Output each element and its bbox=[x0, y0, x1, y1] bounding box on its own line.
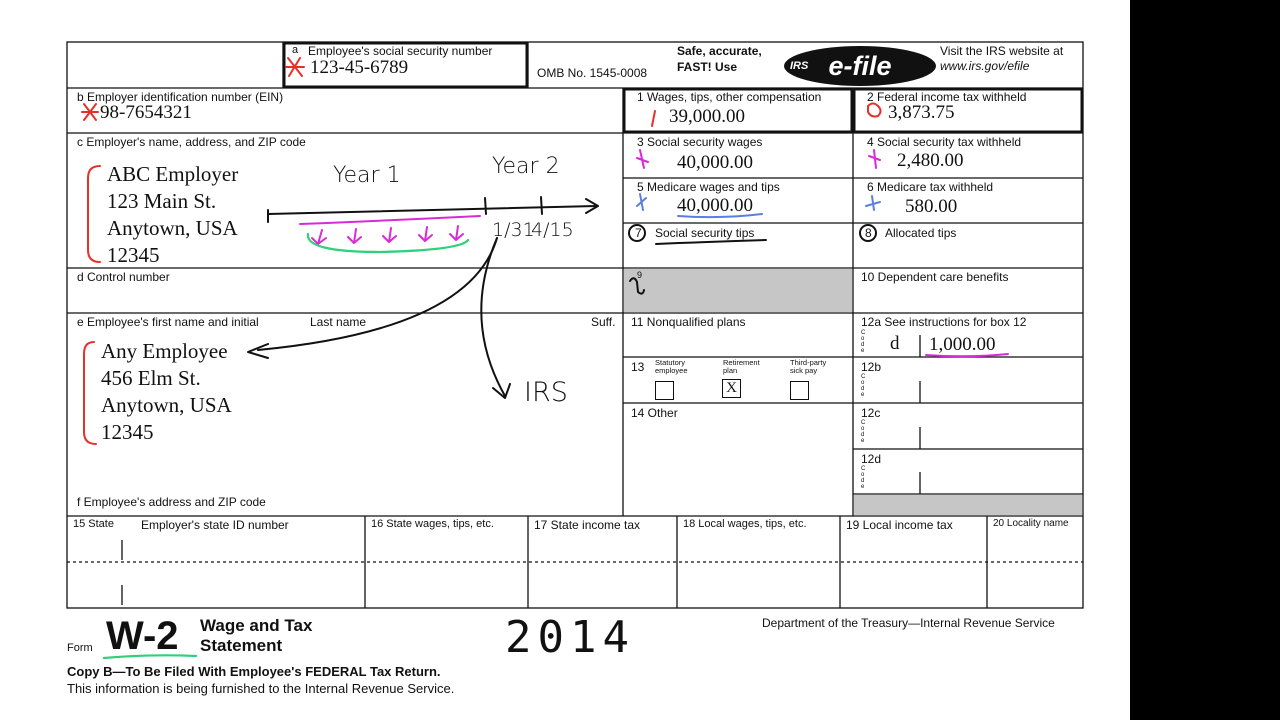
box-a-letter: a bbox=[292, 44, 299, 56]
box-12a-value: 1,000.00 bbox=[929, 334, 996, 355]
efile-logo-text: e-file bbox=[828, 51, 892, 81]
box-13-statutory-label: Statutory employee bbox=[655, 358, 688, 375]
ein-value: 98-7654321 bbox=[100, 102, 192, 123]
form-w2-title: W-2 bbox=[106, 614, 179, 658]
box-12d-label: 12d bbox=[861, 452, 882, 466]
safe-accurate-text: Safe, accurate, bbox=[677, 44, 762, 58]
employer-zip: 12345 bbox=[107, 243, 160, 267]
annotation-date-jan31: 1/31 bbox=[492, 219, 535, 241]
black-pen-marks bbox=[248, 197, 876, 398]
ssn-value: 123-45-6789 bbox=[310, 57, 409, 78]
box-9-label: 9 bbox=[637, 270, 643, 280]
fast-use-text: FAST! Use bbox=[677, 60, 738, 74]
box-3-label: 3 Social security wages bbox=[637, 135, 763, 149]
annotation-year-1: Year 1 bbox=[333, 163, 401, 188]
annotation-irs: IRS bbox=[524, 377, 568, 408]
video-side-bar bbox=[1130, 0, 1280, 720]
retirement-plan-checkbox[interactable]: X bbox=[722, 379, 741, 398]
box-14-label: 14 Other bbox=[631, 406, 678, 420]
box-13-label: 13 bbox=[631, 360, 645, 374]
employer-city: Anytown, USA bbox=[107, 216, 238, 240]
box-8-number: 8 bbox=[865, 226, 872, 240]
box-8-label: Allocated tips bbox=[885, 226, 957, 240]
omb-number: OMB No. 1545-0008 bbox=[537, 66, 648, 80]
box-12d-code-letters: C o d e bbox=[861, 466, 866, 490]
box-10-label: 10 Dependent care benefits bbox=[861, 270, 1009, 284]
employee-city: Anytown, USA bbox=[101, 393, 232, 417]
box-12b-label: 12b bbox=[861, 360, 882, 374]
annotation-year-2: Year 2 bbox=[492, 154, 560, 179]
box-12a-code: d bbox=[890, 333, 900, 354]
box-d-label: d Control number bbox=[77, 270, 170, 284]
box-c-label: c Employer's name, address, and ZIP code bbox=[77, 135, 306, 149]
red-marks bbox=[82, 58, 881, 444]
box-f-label: f Employee's address and ZIP code bbox=[77, 495, 266, 509]
box-5-value: 40,000.00 bbox=[677, 195, 753, 216]
wage-tax-line1: Wage and Tax bbox=[200, 616, 313, 635]
box-19-label: 19 Local income tax bbox=[846, 518, 953, 532]
box-13-retirement-label: Retirement plan bbox=[723, 358, 760, 375]
box-16-label: 16 State wages, tips, etc. bbox=[371, 518, 494, 530]
box-e-suff: Suff. bbox=[591, 315, 616, 329]
wage-tax-line2: Statement bbox=[200, 636, 283, 655]
box-17-label: 17 State income tax bbox=[534, 518, 641, 532]
box-6-label: 6 Medicare tax withheld bbox=[867, 180, 994, 194]
box-1-label: 1 Wages, tips, other compensation bbox=[637, 90, 822, 104]
box-13-thirdparty-label: Third-party sick pay bbox=[790, 358, 827, 375]
efile-logo-irs: IRS bbox=[790, 60, 809, 72]
employer-name: ABC Employer bbox=[107, 162, 239, 186]
box-15-state-id-label: Employer's state ID number bbox=[141, 518, 289, 532]
box-18-label: 18 Local wages, tips, etc. bbox=[683, 518, 807, 530]
magenta-marks bbox=[300, 150, 1008, 356]
irs-url: www.irs.gov/efile bbox=[940, 59, 1030, 73]
box-7-number: 7 bbox=[635, 226, 642, 240]
box-b-label: b Employer identification number (EIN) bbox=[77, 90, 284, 104]
box-4-value: 2,480.00 bbox=[897, 150, 964, 171]
box-11-label: 11 Nonqualified plans bbox=[631, 315, 746, 329]
box-1-value: 39,000.00 bbox=[669, 106, 745, 127]
blue-marks bbox=[637, 194, 880, 217]
visit-irs-text: Visit the IRS website at bbox=[940, 44, 1064, 58]
box-12c-label: 12c bbox=[861, 406, 881, 420]
form-word: Form bbox=[67, 642, 93, 654]
box-15-label: 15 State bbox=[73, 518, 114, 530]
box-20-label: 20 Locality name bbox=[993, 518, 1069, 529]
green-marks bbox=[104, 234, 468, 658]
box-7-label: Social security tips bbox=[655, 226, 755, 240]
box-3-value: 40,000.00 bbox=[677, 152, 753, 173]
employee-street: 456 Elm St. bbox=[101, 366, 201, 390]
box-12b-code-letters: C o d e bbox=[861, 374, 866, 398]
box-12c-code-letters: C o d e bbox=[861, 420, 866, 444]
box-e-label: e Employee's first name and initial bbox=[77, 315, 259, 329]
annotation-date-apr15: 4/15 bbox=[531, 219, 574, 241]
department-treasury: Department of the Treasury—Internal Revenue Service bbox=[762, 616, 1055, 630]
employee-name: Any Employee bbox=[101, 339, 228, 363]
box-2-label: 2 Federal income tax withheld bbox=[867, 90, 1027, 104]
box-a-label: Employee's social security number bbox=[308, 44, 493, 58]
tax-year: 2014 bbox=[505, 612, 635, 663]
box-12a-code-letters: C o d e bbox=[861, 330, 866, 354]
box-2-value: 3,873.75 bbox=[888, 102, 955, 123]
furnished-info-line: This information is being furnished to the Internal Revenue Service. bbox=[67, 681, 455, 696]
box-12a-label: 12a See instructions for box 12 bbox=[861, 315, 1027, 329]
employee-zip: 12345 bbox=[101, 420, 154, 444]
box-6-value: 580.00 bbox=[905, 196, 958, 217]
employer-street: 123 Main St. bbox=[107, 189, 217, 213]
box-4-label: 4 Social security tax withheld bbox=[867, 135, 1022, 149]
box-5-label: 5 Medicare wages and tips bbox=[637, 180, 780, 194]
copy-b-line: Copy B—To Be Filed With Employee's FEDERAL Tax Return. bbox=[67, 664, 441, 679]
box-e-lastname: Last name bbox=[310, 315, 367, 329]
